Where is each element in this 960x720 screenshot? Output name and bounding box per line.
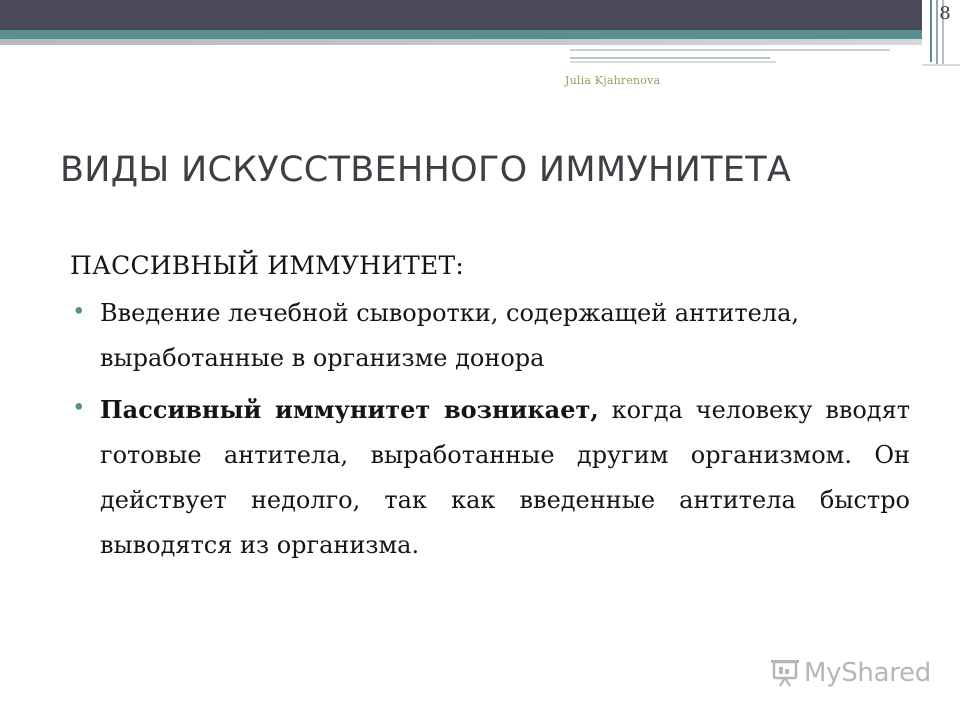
corner-rule <box>922 64 960 66</box>
list-item <box>70 387 910 568</box>
bullet-body: когда человеку вводят готовые антитела, выработанные другим организмом. Он действует недолго, так как введенные антитела быстро выводятся из организма. <box>100 396 910 559</box>
header-accent-line <box>570 61 776 63</box>
corner-rule <box>930 0 932 62</box>
presentation-board-icon <box>770 658 800 688</box>
header-accent-line <box>570 49 890 51</box>
watermark <box>770 656 931 690</box>
slide-number: 8 <box>939 3 951 24</box>
bullet-text: Введение лечебной сыворотки, содержащей антитела, выработанные в организме донора <box>100 299 800 372</box>
bullet-list <box>70 291 910 568</box>
section-subheading: ПАССИВНЫЙ ИММУНИТЕТ: <box>70 251 465 280</box>
bullet-icon: • <box>72 299 86 325</box>
header-band-gray <box>0 39 930 45</box>
slide-content <box>70 244 910 574</box>
slide-title: ВИДЫ ИСКУССТВЕННОГО ИММУНИТЕТА <box>60 150 792 190</box>
bullet-text <box>100 387 910 568</box>
watermark-text: MyShared <box>804 658 931 688</box>
bullet-icon: • <box>72 395 86 421</box>
author-label: Julia Kjahrenova <box>565 74 661 87</box>
list-item <box>70 291 910 381</box>
header-band-teal <box>0 30 960 39</box>
bullet-bold-lead: Пассивный иммунитет возникает, <box>100 395 599 424</box>
header-accent-line <box>570 57 770 59</box>
header-band-dark <box>0 0 960 30</box>
